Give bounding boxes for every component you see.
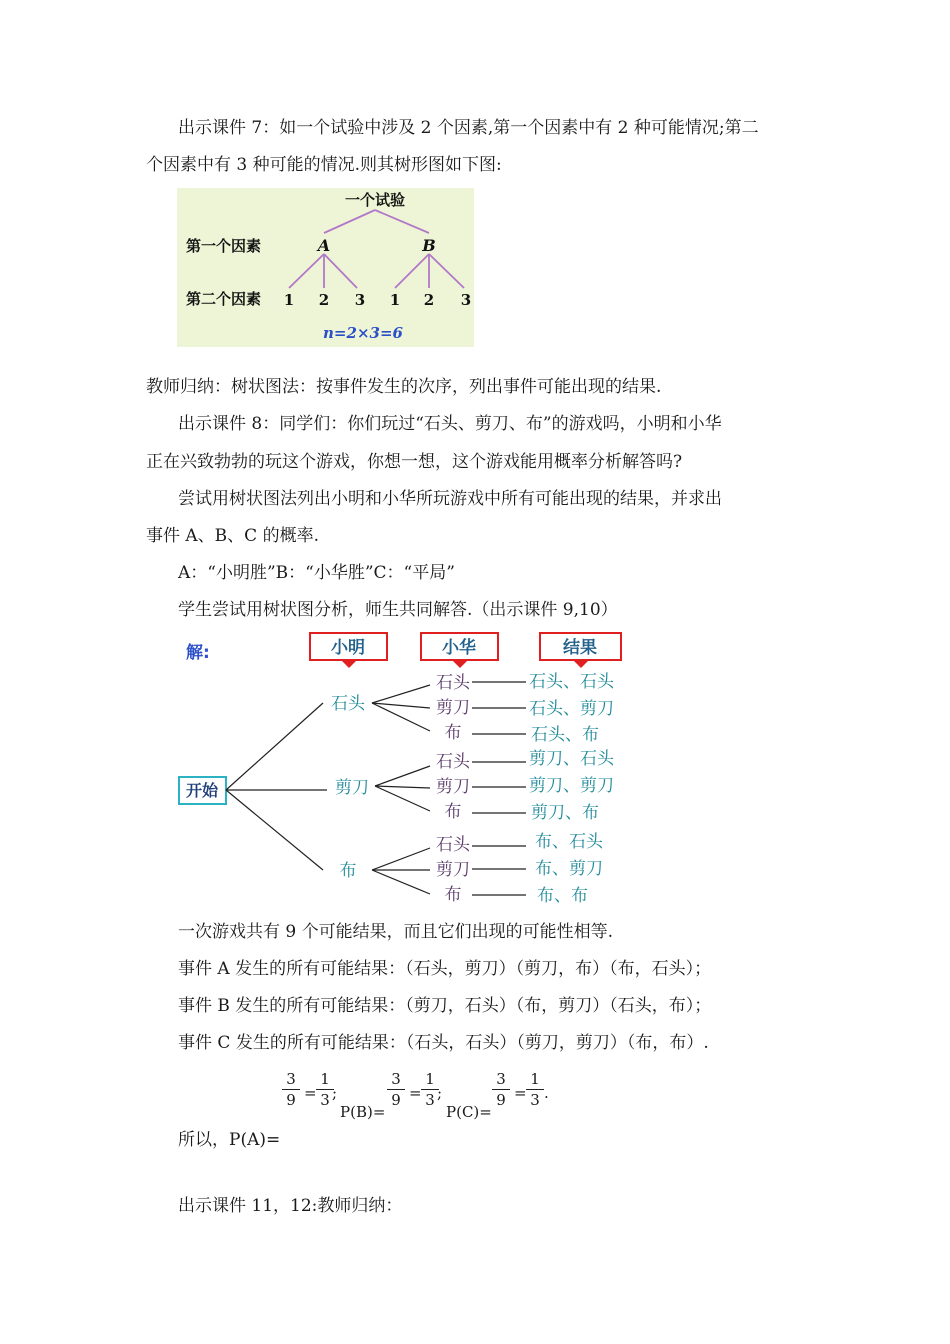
equals-sign: = bbox=[514, 1084, 527, 1102]
tree1-level1-label: 第一个因素 bbox=[186, 237, 262, 255]
rock-paper-scissors-tree bbox=[177, 630, 637, 910]
para1-line1: 出示课件 7：如一个试验中涉及 2 个因素,第一个因素中有 2 种可能情况;第二 bbox=[178, 118, 759, 138]
para8: 出示课件 11，12:教师归纳： bbox=[178, 1196, 403, 1216]
result-node: 石头、布 bbox=[531, 725, 599, 745]
header-xiaoming-label: 小明 bbox=[331, 638, 365, 658]
first-node: 剪刀 bbox=[335, 778, 369, 798]
event-a-line: 事件 A 发生的所有可能结果：（石头，剪刀）（剪刀，布）（布，石头）； bbox=[178, 959, 712, 979]
factor-tree-diagram bbox=[177, 188, 474, 347]
equals-sign: = bbox=[304, 1084, 317, 1102]
result-node: 石头、石头 bbox=[529, 672, 614, 692]
result-node: 布、石头 bbox=[535, 832, 603, 852]
second-node: 剪刀 bbox=[436, 860, 470, 880]
para2: 教师归纳：树状图法：按事件发生的次序，列出事件可能出现的结果. bbox=[146, 377, 662, 397]
result-node: 石头、剪刀 bbox=[529, 699, 614, 719]
para3-line1: 出示课件 8：同学们：你们玩过“石头、剪刀、布”的游戏吗，小明和小华 bbox=[178, 414, 722, 434]
start-box bbox=[179, 777, 226, 804]
second-node: 剪刀 bbox=[436, 777, 470, 797]
fraction-pa-2: 1 3 bbox=[314, 1070, 336, 1109]
fraction-pc-2: 1 3 bbox=[524, 1070, 546, 1109]
result-node: 剪刀、剪刀 bbox=[529, 776, 614, 796]
tree1-level2-label: 第二个因素 bbox=[186, 290, 262, 308]
result-node: 剪刀、石头 bbox=[529, 749, 614, 769]
tree1-leaf: 1 bbox=[389, 291, 401, 309]
first-node: 布 bbox=[339, 861, 357, 881]
header-xiaohua bbox=[421, 633, 498, 668]
tree1-node-b: B bbox=[422, 236, 436, 255]
suoyi-pa: 所以，P(A)= bbox=[178, 1130, 281, 1150]
semicolon: ; bbox=[437, 1084, 443, 1102]
second-node: 剪刀 bbox=[436, 698, 470, 718]
para6: 学生尝试用树状图分析，师生共同解答.（出示课件 9,10） bbox=[178, 600, 618, 620]
fraction-pb-2: 1 3 bbox=[419, 1070, 441, 1109]
para4-line2: 事件 A、B、C 的概率. bbox=[146, 526, 319, 546]
tree1-formula: n=2×3=6 bbox=[323, 324, 403, 342]
equals-sign: = bbox=[409, 1084, 422, 1102]
jie-label: 解: bbox=[186, 643, 210, 663]
tree1-leaf: 3 bbox=[460, 291, 472, 309]
tree1-leaf: 1 bbox=[283, 291, 295, 309]
result-node: 布、布 bbox=[537, 886, 588, 906]
second-node: 石头 bbox=[436, 673, 470, 693]
second-node: 布 bbox=[444, 723, 462, 743]
start-label: 开始 bbox=[185, 781, 219, 800]
second-node: 布 bbox=[444, 802, 462, 822]
result-node: 布、剪刀 bbox=[535, 859, 603, 879]
event-c-line: 事件 C 发生的所有可能结果：（石头，石头）（剪刀，剪刀）（布，布）. bbox=[178, 1033, 709, 1053]
fraction-pc-1: 3 9 bbox=[490, 1070, 512, 1109]
second-node: 石头 bbox=[436, 835, 470, 855]
tree1-root: 一个试验 bbox=[344, 191, 406, 209]
tree1-leaf: 3 bbox=[354, 291, 366, 309]
header-xiaohua-label: 小华 bbox=[442, 638, 476, 658]
second-node: 布 bbox=[444, 885, 462, 905]
pc-label: P(C)= bbox=[446, 1103, 492, 1121]
para3-line2: 正在兴致勃勃的玩这个游戏，你想一想，这个游戏能用概率分析解答吗? bbox=[146, 452, 683, 472]
para4-line1: 尝试用树状图法列出小明和小华所玩游戏中所有可能出现的结果，并求出 bbox=[178, 489, 722, 509]
result-node: 剪刀、布 bbox=[531, 803, 599, 823]
para5: A：“小明胜”B：“小华胜”C：“平局” bbox=[178, 563, 455, 583]
header-result-label: 结果 bbox=[563, 638, 597, 658]
pb-label: P(B)= bbox=[340, 1103, 386, 1121]
first-node: 石头 bbox=[331, 694, 365, 714]
header-xiaoming bbox=[310, 633, 387, 668]
tree1-leaf: 2 bbox=[318, 291, 330, 309]
tree1-leaf: 2 bbox=[423, 291, 435, 309]
second-node: 石头 bbox=[436, 752, 470, 772]
para1-line2: 个因素中有 3 种可能的情况.则其树形图如下图: bbox=[146, 155, 502, 175]
header-result bbox=[540, 633, 621, 668]
tree2-branches bbox=[226, 682, 526, 895]
period: . bbox=[544, 1084, 549, 1102]
fraction-pa-1: 3 9 bbox=[280, 1070, 302, 1109]
semicolon: ; bbox=[332, 1084, 338, 1102]
para7: 一次游戏共有 9 个可能结果，而且它们出现的可能性相等. bbox=[178, 922, 614, 942]
event-b-line: 事件 B 发生的所有可能结果：（剪刀，石头）（布，剪刀）（石头，布）； bbox=[178, 996, 712, 1016]
fraction-pb-1: 3 9 bbox=[385, 1070, 407, 1109]
tree1-node-a: A bbox=[317, 236, 331, 255]
